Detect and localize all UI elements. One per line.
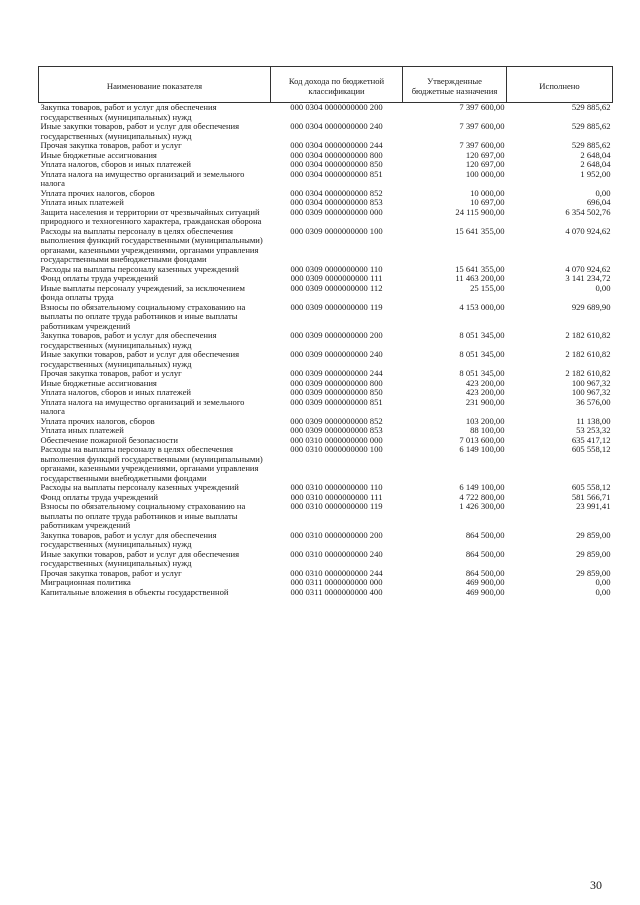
indicator-name-cell: Фонд оплаты труда учреждений — [40, 492, 158, 502]
indicator-name-cell: Уплата налогов, сборов и иных платежей — [40, 388, 192, 397]
header-approved-budget: Утвержденные бюджетные назначения — [403, 67, 507, 103]
table-row — [39, 417, 613, 427]
table-row — [39, 379, 613, 389]
approved-amount-cell: 7 013 600,00 — [459, 435, 505, 445]
income-code-cell: 000 0309 0000000000 244 — [290, 369, 383, 378]
table-row — [39, 208, 613, 227]
approved-amount-cell: 423 200,00 — [465, 388, 505, 397]
table-row — [39, 141, 613, 151]
budget-execution-table — [38, 66, 613, 597]
indicator-name-cell: Взносы по обязательному социальному страхованию на выплаты по оплате труда работников и иные выплаты работникам учреждений — [40, 502, 246, 530]
table-row — [39, 198, 613, 208]
indicator-name-cell: Расходы на выплаты персоналу в целях обеспечения выполнения функций государственными (муниципальными) органами, казенными учреждениями, органами управления государственными внебюджетными фондами — [40, 226, 263, 264]
income-code-cell: 000 0304 0000000000 240 — [290, 122, 383, 131]
approved-amount-cell: 15 641 355,00 — [455, 264, 505, 274]
income-code-cell: 000 0309 0000000000 851 — [290, 397, 383, 407]
executed-amount-cell: 29 859,00 — [576, 530, 611, 540]
table-row — [39, 493, 613, 503]
income-code-cell: 000 0310 0000000000 000 — [290, 435, 383, 445]
income-code-cell: 000 0304 0000000000 800 — [290, 150, 383, 160]
income-code-cell: 000 0309 0000000000 853 — [290, 426, 383, 435]
indicator-name-cell: Расходы на выплаты персоналу в целях обеспечения выполнения функций государственными (муниципальными) органами, казенными учреждениями, органами управления государственными внебюджетными фондами — [40, 445, 263, 483]
table-row — [39, 331, 613, 350]
executed-amount-cell: 2 182 610,82 — [565, 369, 611, 378]
page-number: 30 — [590, 878, 602, 892]
approved-amount-cell: 7 397 600,00 — [459, 122, 505, 131]
executed-amount-cell: 529 885,62 — [571, 102, 611, 112]
approved-amount-cell: 469 900,00 — [465, 587, 505, 597]
approved-amount-cell: 7 397 600,00 — [459, 102, 505, 112]
income-code-cell: 000 0311 0000000000 400 — [290, 587, 383, 597]
approved-amount-cell: 120 697,00 — [465, 150, 505, 160]
executed-amount-cell: 29 859,00 — [576, 568, 611, 578]
executed-amount-cell: 1 952,00 — [580, 169, 611, 179]
header-executed: Исполнено — [507, 67, 613, 103]
approved-amount-cell: 4 153 000,00 — [459, 302, 505, 312]
income-code-cell: 000 0309 0000000000 112 — [290, 283, 383, 293]
indicator-name-cell: Иные закупки товаров, работ и услуг для обеспечения государственных (муниципальных) нужд — [40, 122, 240, 141]
table-row — [39, 426, 613, 436]
income-code-cell: 000 0309 0000000000 119 — [290, 302, 383, 312]
indicator-name-cell: Уплата налога на имущество организаций и земельного налога — [40, 397, 245, 416]
table-row — [39, 303, 613, 332]
income-code-cell: 000 0310 0000000000 110 — [290, 483, 383, 492]
income-code-cell: 000 0309 0000000000 000 — [290, 207, 383, 217]
executed-amount-cell: 2 648,04 — [580, 150, 611, 160]
income-code-cell: 000 0309 0000000000 240 — [290, 350, 383, 359]
executed-amount-cell: 4 070 924,62 — [565, 226, 611, 236]
executed-amount-cell: 53 253,32 — [576, 426, 611, 435]
table-row — [39, 274, 613, 284]
executed-amount-cell: 100 967,32 — [571, 388, 611, 397]
indicator-name-cell: Уплата прочих налогов, сборов — [40, 416, 155, 426]
executed-amount-cell: 4 070 924,62 — [565, 264, 611, 274]
executed-amount-cell: 605 558,12 — [571, 483, 611, 492]
table-row — [39, 502, 613, 531]
executed-amount-cell: 11 138,00 — [576, 416, 611, 426]
income-code-cell: 000 0310 0000000000 244 — [290, 568, 383, 578]
indicator-name-cell: Взносы по обязательному социальному страхованию на выплаты по оплате труда работников и иные выплаты работникам учреждений — [40, 302, 246, 331]
table-row — [39, 436, 613, 446]
approved-amount-cell: 231 900,00 — [465, 397, 505, 407]
executed-amount-cell: 2 182 610,82 — [565, 331, 611, 340]
indicator-name-cell: Миграционная политика — [40, 578, 131, 587]
income-code-cell: 000 0310 0000000000 200 — [290, 530, 383, 540]
table-row — [39, 350, 613, 369]
indicator-name-cell: Иные бюджетные ассигнования — [40, 150, 157, 160]
table-row — [39, 369, 613, 379]
approved-amount-cell: 8 051 345,00 — [459, 350, 505, 359]
approved-amount-cell: 25 155,00 — [470, 283, 505, 293]
approved-amount-cell: 469 900,00 — [465, 578, 505, 587]
executed-amount-cell: 2 182 610,82 — [565, 350, 611, 359]
indicator-name-cell: Фонд оплаты труда учреждений — [40, 274, 158, 283]
indicator-name-cell: Уплата иных платежей — [40, 426, 124, 435]
executed-amount-cell: 29 859,00 — [576, 549, 611, 559]
income-code-cell: 000 0310 0000000000 119 — [290, 502, 383, 511]
executed-amount-cell: 581 566,71 — [571, 492, 611, 502]
executed-amount-cell: 529 885,62 — [571, 141, 611, 150]
header-indicator-name: Наименование показателя — [39, 67, 271, 103]
executed-amount-cell: 635 417,12 — [571, 435, 611, 445]
table-row — [39, 151, 613, 161]
indicator-name-cell: Иные выплаты персоналу учреждений, за исключением фонда оплаты труда — [40, 283, 245, 302]
executed-amount-cell: 605 558,12 — [571, 445, 611, 454]
executed-amount-cell: 696,04 — [586, 198, 611, 207]
indicator-name-cell: Прочая закупка товаров, работ и услуг — [40, 369, 182, 378]
income-code-cell: 000 0309 0000000000 852 — [290, 416, 383, 426]
approved-amount-cell: 10 697,00 — [470, 198, 505, 207]
income-code-cell: 000 0304 0000000000 853 — [290, 198, 383, 207]
table-row — [39, 578, 613, 588]
approved-amount-cell: 8 051 345,00 — [459, 331, 505, 340]
table-row — [39, 284, 613, 303]
income-code-cell: 000 0310 0000000000 111 — [290, 492, 383, 502]
income-code-cell: 000 0309 0000000000 110 — [290, 264, 383, 274]
income-code-cell: 000 0304 0000000000 852 — [290, 188, 383, 198]
table-row — [39, 550, 613, 569]
approved-amount-cell: 11 463 200,00 — [455, 274, 505, 283]
table-row — [39, 227, 613, 265]
approved-amount-cell: 864 500,00 — [465, 530, 505, 540]
table-row — [39, 189, 613, 199]
indicator-name-cell: Расходы на выплаты персоналу казенных учреждений — [40, 483, 239, 492]
table-row — [39, 483, 613, 493]
table-row — [39, 531, 613, 550]
table-row — [39, 265, 613, 275]
approved-amount-cell: 100 000,00 — [465, 169, 505, 179]
approved-amount-cell: 8 051 345,00 — [459, 369, 505, 378]
indicator-name-cell: Капитальные вложения в объекты государственной — [40, 587, 229, 597]
approved-amount-cell: 88 100,00 — [470, 426, 505, 435]
income-code-cell: 000 0304 0000000000 244 — [290, 141, 383, 150]
income-code-cell: 000 0309 0000000000 111 — [290, 274, 383, 283]
table-row — [39, 445, 613, 483]
budget-report-sheet — [38, 66, 612, 597]
indicator-name-cell: Защита населения и территории от чрезвычайных ситуаций природного и техногенного характера, гражданская оборона — [40, 207, 262, 226]
indicator-name-cell: Уплата прочих налогов, сборов — [40, 188, 155, 198]
approved-amount-cell: 120 697,00 — [465, 160, 505, 169]
indicator-name-cell: Иные закупки товаров, работ и услуг для обеспечения государственных (муниципальных) нужд — [40, 350, 240, 369]
indicator-name-cell: Прочая закупка товаров, работ и услуг — [40, 141, 182, 150]
executed-amount-cell: 529 885,62 — [571, 122, 611, 131]
income-code-cell: 000 0310 0000000000 100 — [290, 445, 383, 454]
indicator-name-cell: Закупка товаров, работ и услуг для обеспечения государственных (муниципальных) нужд — [40, 331, 217, 350]
indicator-name-cell: Иные бюджетные ассигнования — [40, 378, 157, 388]
executed-amount-cell: 36 576,00 — [576, 397, 611, 407]
indicator-name-cell: Уплата налога на имущество организаций и земельного налога — [40, 169, 245, 188]
income-code-cell: 000 0310 0000000000 240 — [290, 549, 383, 559]
executed-amount-cell: 100 967,32 — [571, 378, 611, 388]
table-body — [39, 103, 613, 598]
table-row — [39, 170, 613, 189]
table-row — [39, 569, 613, 579]
approved-amount-cell: 7 397 600,00 — [459, 141, 505, 150]
indicator-name-cell: Обеспечение пожарной безопасности — [40, 435, 179, 445]
table-row — [39, 588, 613, 598]
table-header-row — [39, 67, 613, 103]
indicator-name-cell: Иные закупки товаров, работ и услуг для обеспечения государственных (муниципальных) нужд — [40, 549, 240, 568]
approved-amount-cell: 1 426 300,00 — [459, 502, 505, 511]
approved-amount-cell: 4 722 800,00 — [459, 492, 505, 502]
income-code-cell: 000 0309 0000000000 100 — [290, 226, 383, 236]
table-row — [39, 388, 613, 398]
approved-amount-cell: 423 200,00 — [465, 378, 505, 388]
indicator-name-cell: Закупка товаров, работ и услуг для обеспечения государственных (муниципальных) нужд — [40, 102, 217, 122]
income-code-cell: 000 0304 0000000000 200 — [290, 102, 383, 112]
income-code-cell: 000 0309 0000000000 200 — [290, 331, 383, 340]
income-code-cell: 000 0311 0000000000 000 — [290, 578, 383, 587]
indicator-name-cell: Расходы на выплаты персоналу казенных учреждений — [40, 264, 239, 274]
executed-amount-cell: 3 141 234,72 — [565, 274, 611, 283]
approved-amount-cell: 24 115 900,00 — [455, 207, 505, 217]
executed-amount-cell: 23 991,41 — [576, 502, 611, 511]
approved-amount-cell: 6 149 100,00 — [459, 483, 505, 492]
executed-amount-cell: 2 648,04 — [580, 160, 611, 169]
approved-amount-cell: 10 000,00 — [470, 188, 505, 198]
approved-amount-cell: 864 500,00 — [465, 549, 505, 559]
indicator-name-cell: Уплата налогов, сборов и иных платежей — [40, 160, 192, 169]
executed-amount-cell: 0,00 — [595, 578, 611, 587]
indicator-name-cell: Прочая закупка товаров, работ и услуг — [40, 568, 182, 578]
approved-amount-cell: 864 500,00 — [465, 568, 505, 578]
executed-amount-cell: 929 689,90 — [571, 302, 611, 312]
executed-amount-cell: 0,00 — [595, 587, 611, 597]
approved-amount-cell: 6 149 100,00 — [459, 445, 505, 454]
table-row — [39, 122, 613, 141]
table-row — [39, 160, 613, 170]
executed-amount-cell: 6 354 502,76 — [565, 207, 611, 217]
income-code-cell: 000 0304 0000000000 850 — [290, 160, 383, 169]
indicator-name-cell: Закупка товаров, работ и услуг для обеспечения государственных (муниципальных) нужд — [40, 530, 217, 549]
header-income-code: Код дохода по бюджетной классификации — [271, 67, 403, 103]
indicator-name-cell: Уплата иных платежей — [40, 198, 124, 207]
income-code-cell: 000 0304 0000000000 851 — [290, 169, 383, 179]
income-code-cell: 000 0309 0000000000 800 — [290, 378, 383, 388]
table-row — [39, 103, 613, 123]
income-code-cell: 000 0309 0000000000 850 — [290, 388, 383, 397]
executed-amount-cell: 0,00 — [595, 283, 611, 293]
executed-amount-cell: 0,00 — [595, 188, 611, 198]
approved-amount-cell: 15 641 355,00 — [455, 226, 505, 236]
table-row — [39, 398, 613, 417]
approved-amount-cell: 103 200,00 — [465, 416, 505, 426]
